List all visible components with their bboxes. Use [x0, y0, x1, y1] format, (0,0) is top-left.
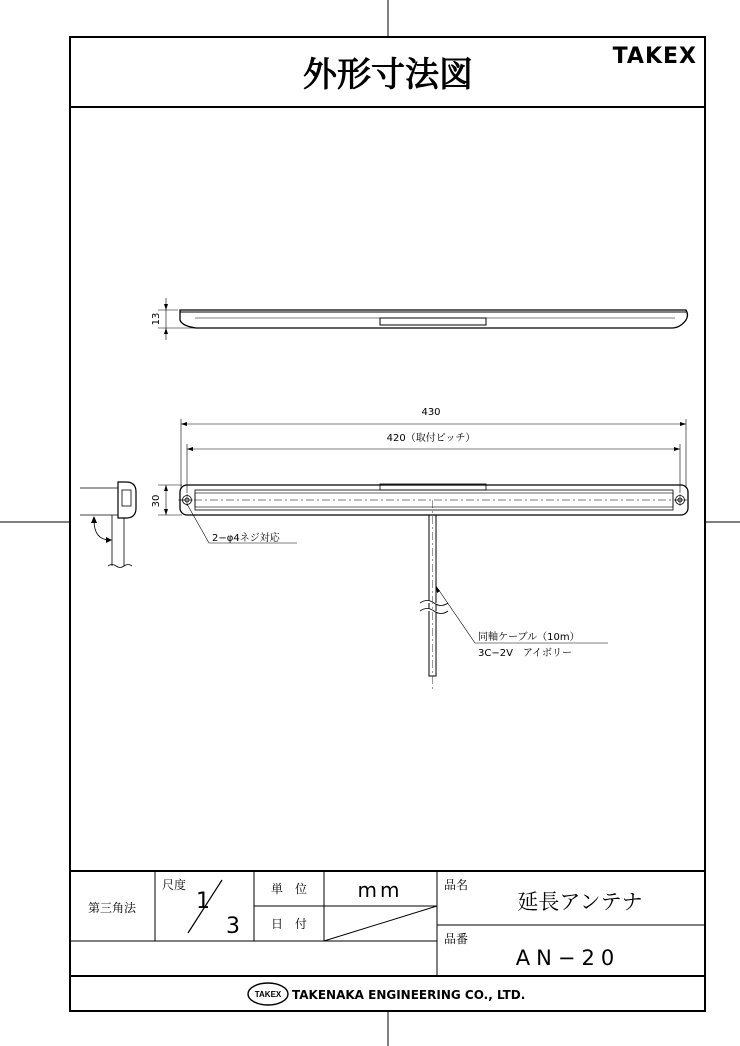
front-view [158, 419, 690, 690]
dimension-height-front: 30 [151, 494, 162, 508]
cable-note-line2: 3C−2V アイボリー [478, 648, 573, 659]
unit-label: 単 位 [270, 882, 308, 896]
company-logo-text: TAKEX [254, 990, 282, 999]
drawing-frame [70, 37, 705, 1011]
brand-logo: TAKEX [612, 44, 697, 69]
mounting-hole-right [674, 494, 686, 506]
product-name: 延長アンテナ [517, 890, 643, 914]
company-logo [248, 983, 288, 1005]
dimension-mount-pitch: 420（取付ピッチ） [386, 433, 476, 444]
scale-numerator: 1 [196, 889, 210, 914]
date-cell-diagonal [324, 906, 437, 941]
cable-note-line1: 同軸ケーブル（10m） [478, 632, 580, 643]
screw-note: 2−φ4ネジ対応 [212, 533, 280, 544]
unit-value: mm [357, 878, 403, 902]
scale-denominator: 3 [226, 914, 240, 939]
dimension-overall-length: 430 [421, 407, 441, 418]
company-name: TAKENAKA ENGINEERING CO., LTD. [292, 988, 526, 1002]
mount-detail [80, 482, 136, 568]
projection-method: 第三角法 [87, 901, 137, 915]
product-name-label: 品名 [444, 878, 469, 892]
side-view [158, 298, 688, 340]
product-number: AN−20 [515, 946, 621, 970]
scale-label: 尺度 [162, 878, 187, 892]
side-view-label-plate [380, 318, 486, 325]
product-number-label: 品番 [444, 932, 469, 946]
drawing-title: 外形寸法図 [303, 55, 473, 95]
dimension-height-side: 13 [151, 312, 162, 326]
date-label: 日 付 [270, 917, 308, 931]
